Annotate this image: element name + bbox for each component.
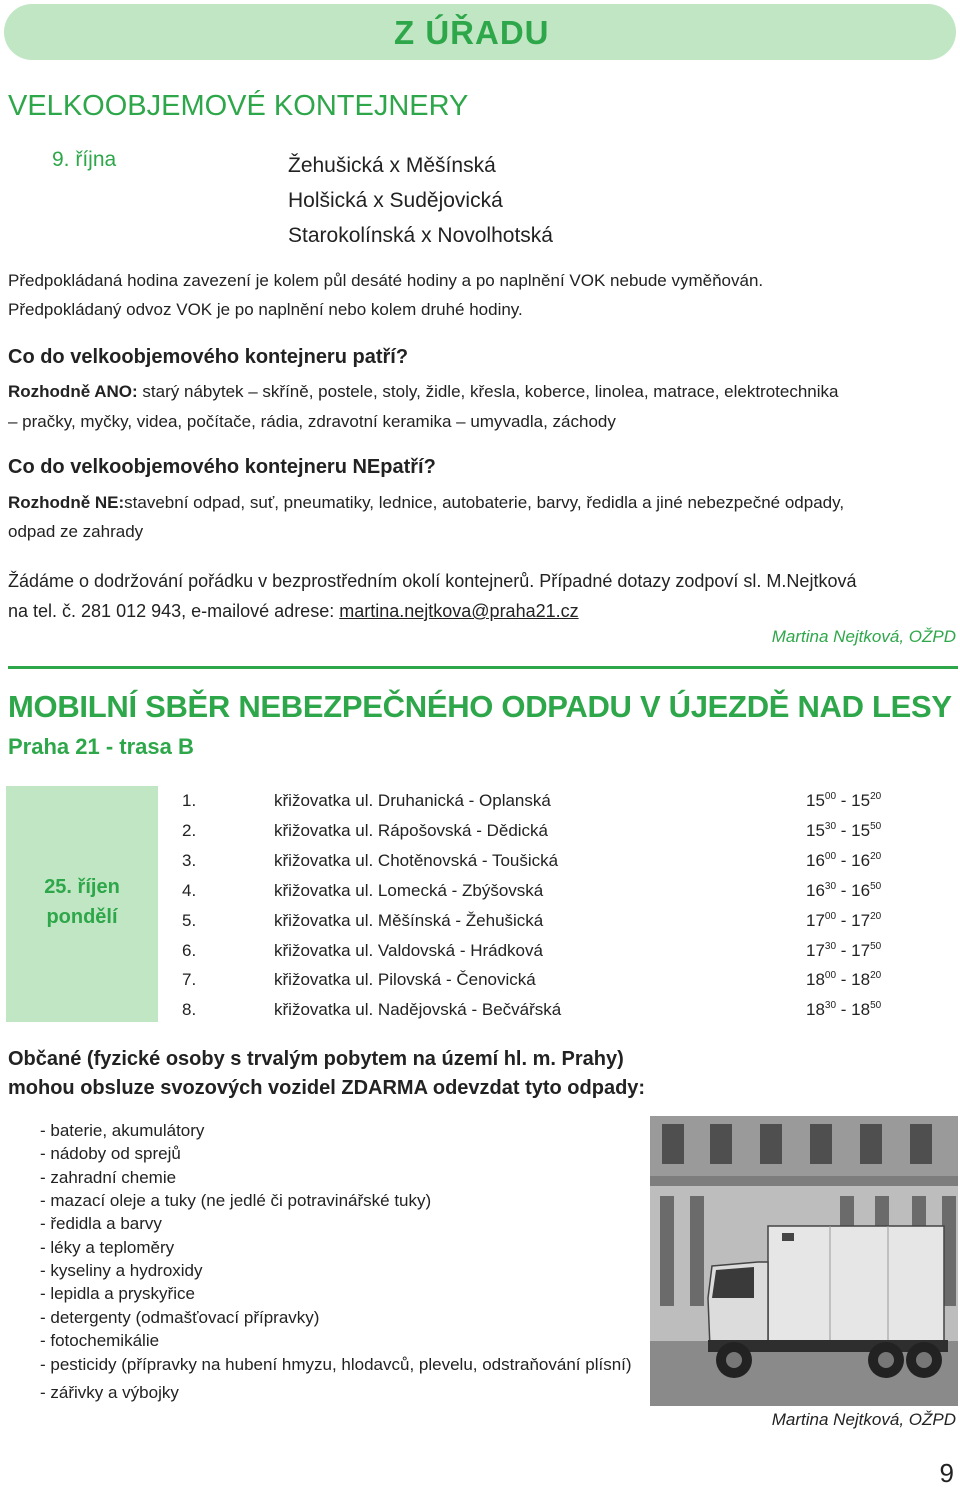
waste-item: - pesticidy (přípravky na hubení hmyzu, hlodavců, plevelu, odstraňování plísní) [40,1355,632,1374]
truck-photo [650,1116,958,1406]
location-item: Starokolínská x Novolhotská [288,224,553,247]
mobilni-title: MOBILNÍ SBĚR NEBEZPEČNÉHO ODPADU V ÚJEZDĚ NAD LESY [8,689,952,724]
yes-heading: Co do velkoobjemového kontejneru patří? [8,346,409,368]
no-text: stavební odpad, suť, pneumatiky, lednice, autobaterie, barvy, ředidla a jiné nebezpečné odpady, [124,493,845,512]
collection-date-box [6,786,158,1022]
no-paragraph-2: odpad ze zahrady [8,522,144,541]
citizens-note [8,1045,645,1103]
no-label: Rozhodně NE: [8,493,125,512]
collection-day: pondělí [46,906,118,928]
page-number: 9 [939,1458,954,1488]
no-paragraph-1 [8,488,844,517]
waste-item: - detergenty (odmašťovací přípravky) [40,1308,320,1327]
collection-date: 25. říjen [44,876,120,898]
waste-item: - zářivky a výbojky [40,1383,179,1402]
request-line-1: Žádáme o dodržování pořádku v bezprostředním okolí kontejnerů. Případné dotazy zodpoví sl. M.Nejtková [8,571,857,591]
section-divider [8,666,958,669]
location-item: Holšická x Sudějovická [288,189,503,212]
yes-paragraph-2: – pračky, myčky, videa, počítače, rádia, zdravotní keramika – umyvadla, záchody [8,412,616,431]
citizens-line-2: mohou obsluze svozových vozidel ZDARMA odevzdat tyto odpady: [8,1077,646,1099]
waste-item: - léky a teploměry [40,1238,175,1257]
kontejnery-title: VELKOOBJEMOVÉ KONTEJNERY [8,90,469,122]
kontejnery-note-2: Předpokládaný odvoz VOK je po naplnění nebo kolem druhé hodiny. [8,300,523,319]
no-heading: Co do velkoobjemového kontejneru NEpatří? [8,456,436,478]
waste-item: - ředidla a barvy [40,1214,162,1233]
request-text [8,566,856,626]
yes-text: starý nábytek – skříně, postele, stoly, židle, křesla, koberce, linolea, matrace, elektrotechnika [142,382,839,401]
email-link[interactable]: martina.nejtkova@praha21.cz [339,601,579,621]
waste-item: - kyseliny a hydroxidy [40,1261,203,1280]
mobilni-subtitle: Praha 21 - trasa B [8,734,194,759]
waste-item: - baterie, akumulátory [40,1121,205,1140]
section-banner [4,4,956,60]
request-line-2: na tel. č. 281 012 943, e-mailové adrese: martina.nejtkova@praha21.cz [8,601,579,621]
waste-item: - lepidla a pryskyřice [40,1284,195,1303]
location-item: Žehušická x Měšínská [288,154,496,177]
kontejnery-locations [288,148,553,253]
waste-item: - zahradní chemie [40,1168,177,1187]
waste-item: - fotochemikálie [40,1331,160,1350]
waste-item: - mazací oleje a tuky (ne jedlé či potravinářské tuky) [40,1191,432,1210]
kontejnery-signature: Martina Nejtková, OŽPD [771,627,956,646]
waste-item: - nádoby od sprejů [40,1144,181,1163]
yes-paragraph-1 [8,377,839,406]
yes-label: Rozhodně ANO: [8,382,138,401]
kontejnery-note-1: Předpokládaná hodina zavezení je kolem půl desáté hodiny a po naplnění VOK nebude vyměňován. [8,271,764,290]
citizens-line-1: Občané (fyzické osoby s trvalým pobytem na území hl. m. Prahy) [8,1048,624,1070]
section-title: Z ÚŘADU [394,14,550,51]
mobilni-signature: Martina Nejtková, OŽPD [771,1410,956,1429]
kontejnery-date: 9. října [52,148,117,171]
